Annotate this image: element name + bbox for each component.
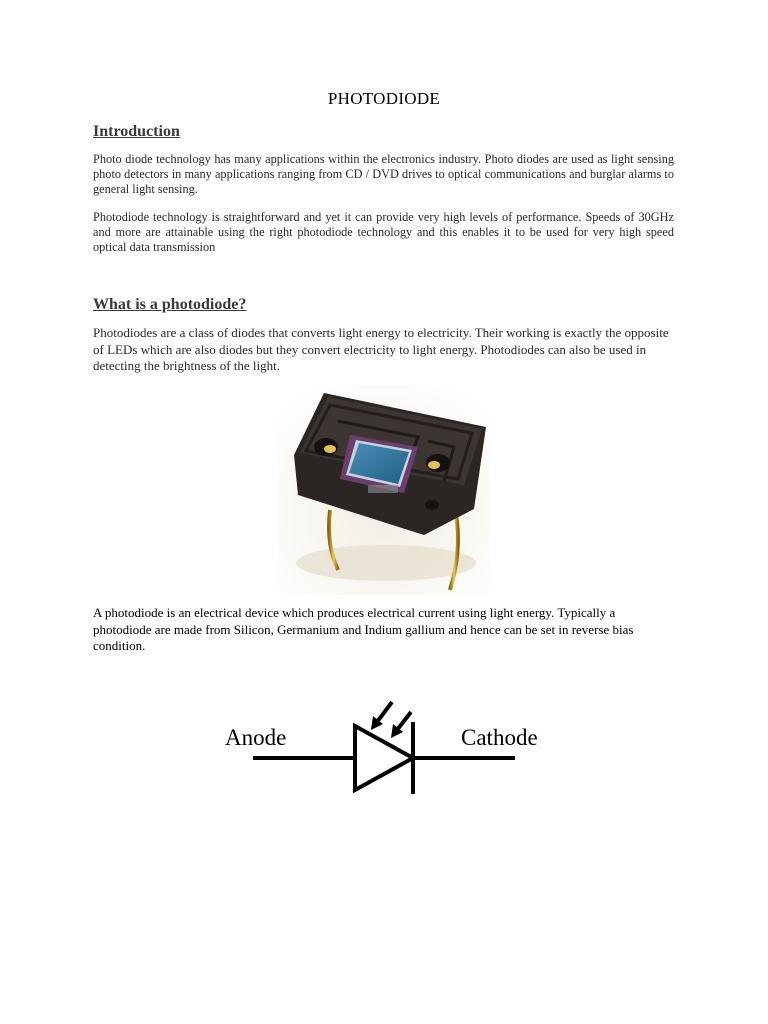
page-title: PHOTODIODE xyxy=(327,89,441,108)
anode-label: Anode xyxy=(225,725,287,750)
section-heading-what-is: What is a photodiode? xyxy=(93,296,247,313)
intro-paragraph-2: Photodiode technology is straightforward and yet it can provide very high levels of performance. Speeds of 30GHz and more are attainable using the right photodiode technology and this enables it to be used for very high speed optical data transmission xyxy=(93,210,674,254)
what-is-paragraph-2: A photodiode is an electrical device which produces electrical current using light energy. Typically a photodiode are made from Silicon, Germanium and Indium gallium and hence can be set in reverse bias condition. xyxy=(93,605,634,653)
cathode-label: Cathode xyxy=(461,725,538,750)
intro-paragraph-1: Photo diode technology has many applications within the electronics industry. Photo diodes are used as light sensing photo detectors in many applications ranging from CD / DVD drives to optical communications and burglar alarms to general light sensing. xyxy=(93,152,674,196)
diode-triangle xyxy=(355,726,413,790)
section-heading-introduction: Introduction xyxy=(93,123,180,140)
what-is-paragraph-1: Photodiodes are a class of diodes that converts light energy to electricity. Their working is exactly the opposite of LEDs which are also diodes but they convert electricity to light energy. Photodiodes can also be used in detecting the brightness of the light. xyxy=(93,325,669,373)
photodiode-device-image xyxy=(278,385,490,595)
light-arrows-icon xyxy=(371,702,411,738)
photodiode-symbol-diagram xyxy=(215,692,555,802)
